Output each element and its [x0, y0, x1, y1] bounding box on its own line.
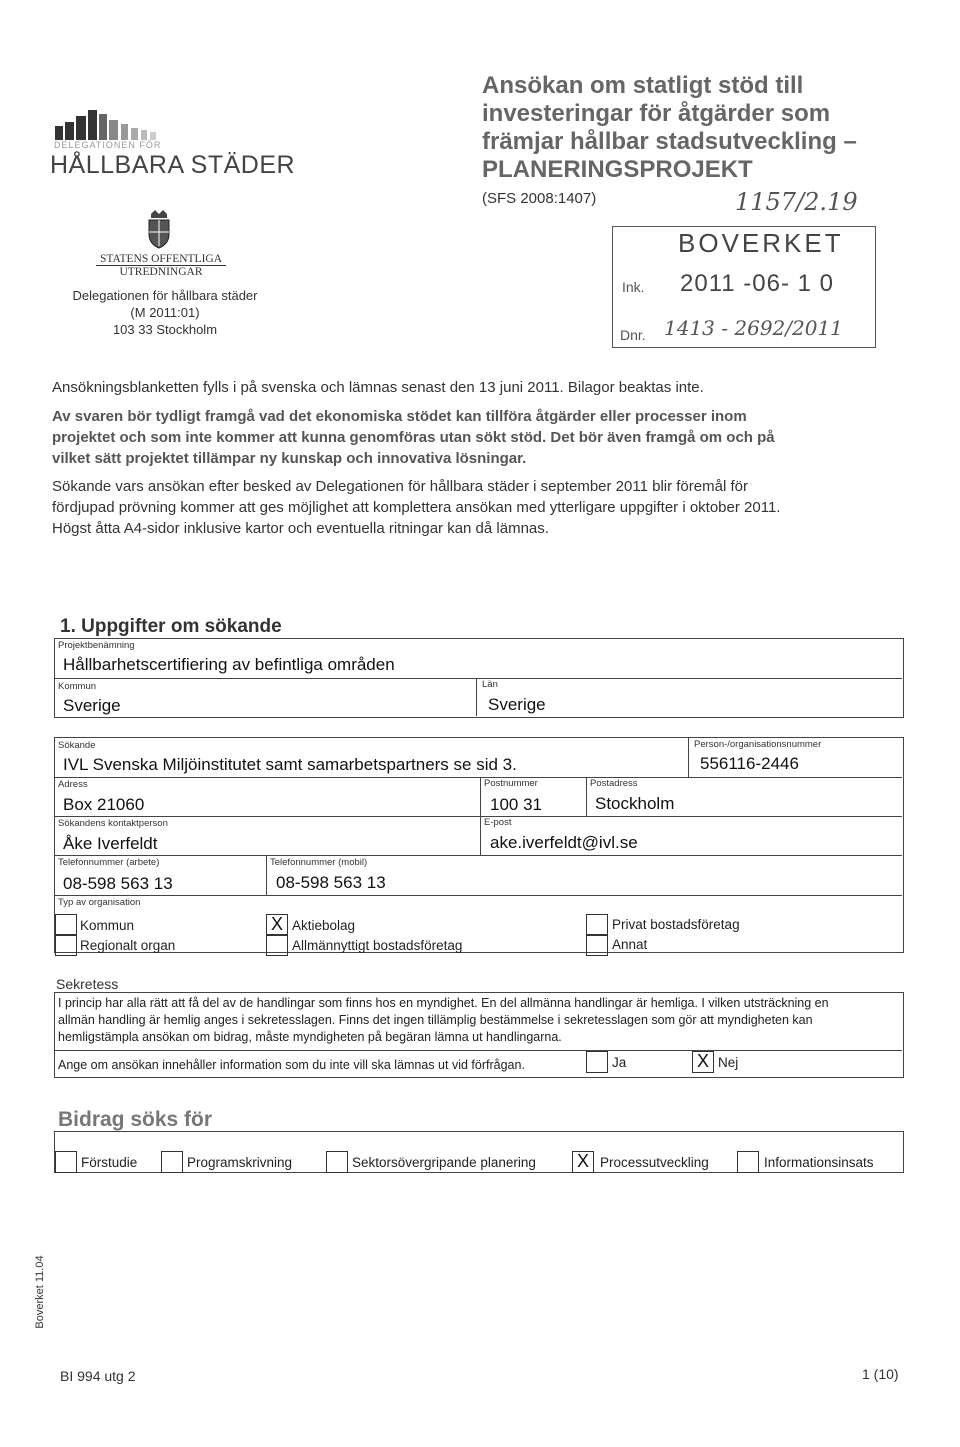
postadress-label: Postadress [590, 778, 638, 789]
stamp-dnr-value: 1413 - 2692/2011 [664, 316, 843, 340]
intro-paragraph1: Ansökningsblanketten fylls i på svenska och lämnas senast den 13 juni 2011. Bilagor beaktas inte. [52, 379, 704, 396]
title-line4: PLANERINGSPROJEKT [482, 156, 753, 183]
statens-line2: UTREDNINGAR [119, 266, 203, 278]
bidrag-label-sektorsovergripande: Sektorsövergripande planering [352, 1155, 536, 1170]
projekt-label: Projektbenämning [58, 640, 135, 651]
postnr-field[interactable]: 100 31 [490, 795, 542, 814]
intro-p2-line3: vilket sätt projektet tillämpar ny kunskap och innovativa lösningar. [52, 450, 527, 467]
org-type-checkbox-aktiebolag[interactable]: X [266, 914, 288, 936]
org-type-checkbox-regionalt[interactable] [55, 934, 77, 956]
bidrag-label-programskrivning: Programskrivning [187, 1155, 293, 1170]
sekretess-line2: allmän handling är hemlig anges i sekretesslagen. Finns det ingen tillämplig bestämmelse i sekretesslagen som gör att myndigheten kan [58, 1013, 813, 1027]
org-type-label-privat: Privat bostadsföretag [612, 917, 740, 932]
sekretess-ja-label: Ja [612, 1055, 627, 1070]
title-line1: Ansökan om statligt stöd till [482, 72, 804, 99]
org-type-checkbox-allmannyttigt[interactable] [266, 934, 288, 956]
kommun-label: Kommun [58, 681, 97, 692]
org-type-label-kommun: Kommun [80, 918, 135, 933]
crest-icon [143, 208, 175, 250]
lan-label: Län [482, 679, 498, 690]
tel-mobil-label: Telefonnummer (mobil) [270, 857, 368, 868]
org-type-label-annat: Annat [612, 937, 648, 952]
section1-title: 1. Uppgifter om sökande [60, 616, 282, 637]
bidrag-checkbox-programskrivning[interactable] [161, 1151, 183, 1173]
org-type-label-allmannyttigt: Allmännyttigt bostadsföretag [292, 938, 463, 953]
tel-mobil-field[interactable]: 08-598 563 13 [276, 873, 386, 892]
epost-field[interactable]: ake.iverfeldt@ivl.se [490, 833, 638, 852]
sekretess-line3: hemligstämpla ansökan om bidrag, måste myndigheten på begäran lämna ut handlingarna. [58, 1030, 562, 1044]
org-type-label-aktiebolag: Aktiebolag [292, 918, 356, 933]
bidrag-title: Bidrag söks för [58, 1108, 213, 1131]
bidrag-checkbox-informationsinsats[interactable] [737, 1151, 759, 1173]
intro-p3-line1: Sökande vars ansökan efter besked av Delegationen för hållbara städer i september 2011 blir föremål för [52, 478, 748, 495]
lan-field[interactable]: Sverige [488, 695, 546, 714]
orgnr-label: Person-/organisationsnummer [694, 739, 822, 750]
kontakt-label: Sökandens kontaktperson [58, 818, 168, 829]
postadress-field[interactable]: Stockholm [595, 794, 675, 813]
sfs-reference: (SFS 2008:1407) [482, 190, 597, 207]
bidrag-label-processutveckling: Processutveckling [600, 1155, 709, 1170]
sekretess-nej-label: Nej [718, 1055, 739, 1070]
bidrag-label-forstudie: Förstudie [81, 1155, 138, 1170]
intro-p2-line2: projektet och som inte kommer att kunna genomföras utan sökt stöd. Det bör även framgå om och på [52, 429, 775, 446]
sekretess-ja-checkbox[interactable] [586, 1051, 608, 1073]
typ-label: Typ av organisation [58, 897, 141, 908]
kommun-field[interactable]: Sverige [63, 696, 121, 715]
annat-fill-line[interactable] [650, 952, 894, 953]
logo-bars [55, 100, 185, 140]
sekretess-nej-checkbox[interactable]: X [692, 1051, 714, 1073]
intro-p2-line1: Av svaren bör tydligt framgå vad det ekonomiska stödet kan tillföra åtgärder eller processer inom [52, 408, 747, 425]
title-line2: investeringar för åtgärder som [482, 100, 831, 127]
sokande-label: Sökande [58, 740, 96, 751]
org-logo-small: DELEGATIONEN FÖR [54, 140, 162, 150]
postnr-label: Postnummer [484, 778, 538, 789]
stamp-title: BOVERKET [678, 228, 844, 258]
stamp-ink-label: Ink. [622, 279, 645, 295]
org-type-label-regionalt: Regionalt organ [80, 938, 176, 953]
bidrag-label-informationsinsats: Informationsinsats [764, 1155, 874, 1170]
stamp-ink-date: 2011 -06- 1 0 [680, 270, 834, 297]
intro-p3-line2: fördjupad prövning kommer att ges möjlighet att komplettera ansökan med ytterligare uppgifter i oktober 2011. [52, 499, 781, 516]
bidrag-checkbox-processutveckling[interactable]: X [572, 1151, 594, 1173]
statens-line1: STATENS OFFENTLIGA [96, 253, 226, 266]
sokande-field[interactable]: IVL Svenska Miljöinstitutet samt samarbetspartners se sid 3. [63, 755, 517, 774]
sekretess-question: Ange om ansökan innehåller information som du inte vill ska lämnas ut vid förfrågan. [58, 1058, 525, 1072]
adress-field[interactable]: Box 21060 [63, 795, 145, 814]
delegation-code: (M 2011:01) [130, 305, 200, 320]
bidrag-checkbox-forstudie[interactable] [55, 1151, 77, 1173]
sekretess-line1: I princip har alla rätt att få del av de handlingar som finns hos en myndighet. En del allmänna handlingar är hemliga. I vilken utsträckning en [58, 996, 829, 1010]
tel-arbete-field[interactable]: 08-598 563 13 [63, 874, 173, 893]
intro-p3-line3: Högst åtta A4-sidor inklusive kartor och eventuella ritningar kan då lämnas. [52, 520, 549, 537]
tel-arbete-label: Telefonnummer (arbete) [58, 857, 160, 868]
stamp-handwritten-number: 1157/2.19 [735, 188, 858, 216]
delegation-address: 103 33 Stockholm [112, 322, 218, 337]
stamp-dnr-label: Dnr. [620, 327, 646, 343]
projekt-field[interactable]: Hållbarhetscertifiering av befintliga områden [63, 655, 395, 674]
form-id: BI 994 utg 2 [60, 1368, 136, 1384]
org-type-checkbox-annat[interactable] [586, 934, 608, 956]
bidrag-checkbox-sektorsovergripande[interactable] [326, 1151, 348, 1173]
epost-label: E-post [484, 817, 512, 828]
org-type-checkbox-kommun[interactable] [55, 914, 77, 936]
sekretess-title: Sekretess [56, 976, 119, 992]
adress-label: Adress [58, 779, 88, 790]
orgnr-field[interactable]: 556116-2446 [700, 754, 799, 773]
org-type-checkbox-privat[interactable] [586, 914, 608, 936]
org-logo-name: HÅLLBARA STÄDER [50, 151, 296, 179]
delegation-name: Delegationen för hållbara städer [72, 288, 258, 303]
page-number: 1 (10) [862, 1366, 899, 1382]
kontakt-field[interactable]: Åke Iverfeldt [63, 834, 158, 853]
side-form-note: Boverket 11.04 [34, 1255, 46, 1329]
title-line3: främjar hållbar stadsutveckling – [482, 128, 857, 155]
